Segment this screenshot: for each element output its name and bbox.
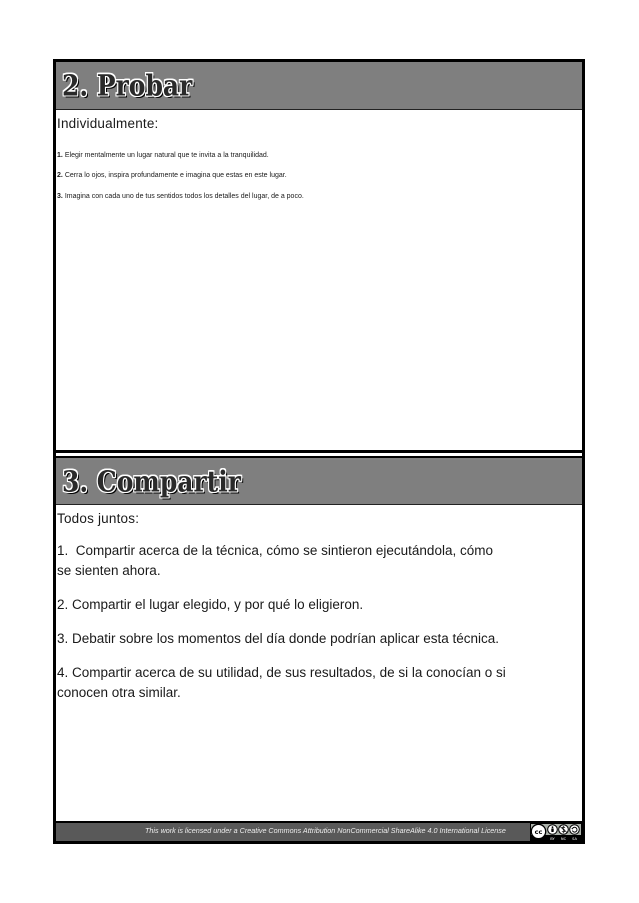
step-item	[57, 171, 287, 181]
section-divider	[56, 450, 582, 458]
share-item-line: 3. Debatir sobre los momentos del día donde podrían aplicar esta técnica.	[57, 631, 500, 646]
section-title: 3. Compartir	[62, 464, 241, 498]
section-header-probar	[56, 62, 582, 110]
badge-label-nc: NC	[560, 836, 567, 841]
step-text: Cerra lo ojos, inspira profundamente e imagina que estas en este lugar.	[64, 172, 287, 179]
step-text: Elegir mentalmente un lugar natural que te invita a la tranquilidad.	[64, 152, 269, 159]
section-intro: Todos juntos:	[57, 511, 140, 526]
cc-license-badge	[530, 823, 582, 841]
sharealike-icon	[570, 825, 580, 835]
section-title: 2. Probar	[62, 68, 193, 103]
badge-label-sa: SA	[572, 836, 577, 841]
attribution-icon	[548, 825, 558, 835]
cc-icon	[531, 824, 545, 838]
step-item	[57, 151, 269, 161]
section-intro: Individualmente:	[57, 116, 159, 131]
step-item	[57, 192, 304, 202]
cc-mark: cc	[534, 828, 543, 836]
step-number: 1.	[57, 152, 63, 159]
share-item-line: se sienten ahora.	[57, 563, 161, 578]
share-item-line: 2. Compartir el lugar elegido, y por qué lo eligieron.	[57, 597, 364, 612]
share-item-line: 4. Compartir acerca de su utilidad, de sus resultados, de si la conocían o si	[57, 665, 506, 680]
share-item-line: 1. Compartir acerca de la técnica, cómo se sintieron ejecutándola, cómo	[57, 543, 493, 558]
noncommercial-icon	[559, 825, 569, 835]
section-header-compartir	[56, 458, 582, 505]
share-item-line: conocen otra similar.	[57, 685, 181, 700]
step-text: Imagina con cada uno de tus sentidos todos los detalles del lugar, de a poco.	[64, 193, 304, 200]
license-text: This work is licensed under a Creative Commons Attribution NonCommercial ShareAlike 4.0 International License	[145, 826, 506, 835]
step-number: 2.	[57, 172, 63, 179]
badge-label-by: BY	[550, 836, 555, 841]
step-number: 3.	[57, 193, 63, 200]
